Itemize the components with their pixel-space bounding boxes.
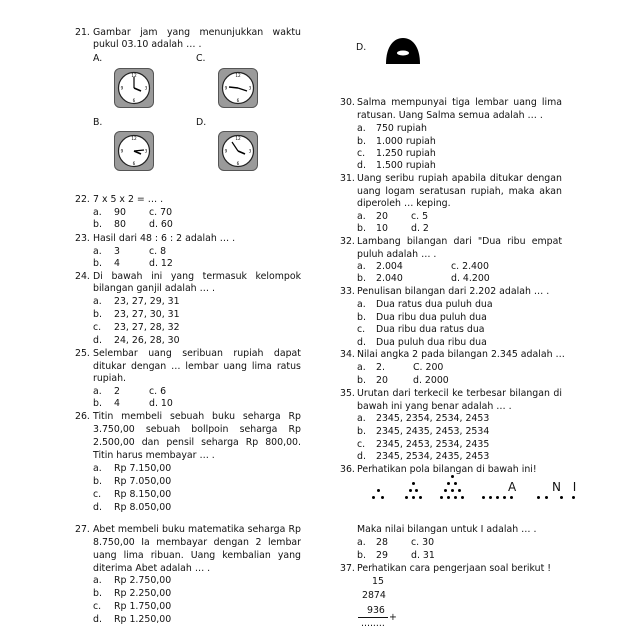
- q35-a-label: a.: [357, 413, 366, 424]
- q34-option-d: d. 2000: [413, 375, 449, 386]
- q37-text: Perhatikan cara pengerjaan soal berikut !: [357, 563, 552, 574]
- q21-option-d: D.: [196, 117, 207, 128]
- q37-number: 37.: [340, 563, 355, 574]
- q33-text: Penulisan bilangan dari 2.202 adalah … .: [357, 286, 550, 297]
- q21-option-b: B.: [93, 117, 103, 128]
- coin-image-icon: [382, 36, 424, 68]
- q26-d-label: d.: [93, 502, 102, 513]
- q35-b-value: 2345, 2435, 2453, 2534: [376, 426, 490, 437]
- q34-a-value: 2.: [376, 362, 385, 373]
- pattern-dot: [572, 496, 575, 499]
- q32-b-label: b.: [357, 273, 366, 284]
- q24-b-label: b.: [93, 309, 102, 320]
- pattern-dot: [405, 496, 408, 499]
- svg-text:12: 12: [131, 136, 137, 141]
- pattern-dot: [458, 489, 461, 492]
- q26-a-label: a.: [93, 463, 102, 474]
- q24-line1: Di bawah ini yang termasuk kelompok: [93, 271, 301, 282]
- pattern-dot: [372, 496, 375, 499]
- q27-b-value: Rp 2.250,00: [114, 588, 172, 599]
- q37-answer-blank: ........: [361, 618, 385, 629]
- q35-c-value: 2345, 2453, 2534, 2435: [376, 439, 490, 450]
- q26-line2: 3.750,00 sebuah bollpoin seharga Rp: [93, 424, 301, 435]
- q25-option-c: c. 6: [149, 386, 167, 397]
- q31-line3: diperoleh … keping.: [357, 198, 451, 209]
- q33-number: 33.: [340, 286, 355, 297]
- q23-number: 23.: [75, 233, 90, 244]
- svg-text:3: 3: [248, 85, 252, 91]
- q30-a-label: a.: [357, 123, 366, 134]
- q24-line2: bilangan ganjil adalah … .: [93, 283, 215, 294]
- pattern-dot: [537, 496, 540, 499]
- q35-line1: Urutan dari terkecil ke terbesar bilangan di: [357, 388, 562, 399]
- q36-line3: Maka nilai bilangan untuk I adalah … .: [357, 524, 537, 535]
- q27-line3: uang lima ribuan. Uang kembalian yang: [93, 550, 301, 561]
- q34-text: Nilai angka 2 pada bilangan 2.345 adalah …: [357, 349, 565, 360]
- q24-a-label: a.: [93, 296, 102, 307]
- q36-a-label: a.: [357, 537, 366, 548]
- q31-number: 31.: [340, 173, 355, 184]
- q36-b-value: 29: [376, 550, 388, 561]
- q36-option-c: c. 30: [411, 537, 435, 548]
- svg-text:12: 12: [235, 136, 241, 141]
- q30-d-label: d.: [357, 160, 366, 171]
- pattern-dot: [444, 489, 447, 492]
- pattern-dot: [545, 496, 548, 499]
- q31-option-d: d. 2: [411, 223, 429, 234]
- q27-d-value: Rp 1.250,00: [114, 614, 172, 625]
- q22-text: 7 x 5 x 2 = … .: [93, 194, 164, 205]
- q26-line1: Titin membeli sebuah buku seharga Rp: [93, 411, 301, 422]
- q37-plus-sign: +: [389, 612, 397, 623]
- q37-addend-3: 936: [367, 605, 385, 616]
- q22-option-d: d. 60: [149, 219, 173, 230]
- q26-line4: Titin harus membayar … .: [93, 450, 215, 461]
- q25-b-value: 4: [114, 398, 120, 409]
- q25-a-value: 2: [114, 386, 120, 397]
- q30-d-value: 1.500 rupiah: [376, 160, 436, 171]
- q35-number: 35.: [340, 388, 355, 399]
- q33-b-label: b.: [357, 312, 366, 323]
- q27-a-label: a.: [93, 575, 102, 586]
- q24-d-value: 24, 26, 28, 30: [114, 335, 180, 346]
- q30-c-value: 1.250 rupiah: [376, 148, 436, 159]
- q32-a-value: 2.004: [376, 261, 403, 272]
- q26-number: 26.: [75, 411, 90, 422]
- q27-line4: diterima Abet adalah … .: [93, 563, 211, 574]
- pattern-dot: [415, 489, 418, 492]
- q33-a-label: a.: [357, 299, 366, 310]
- pattern-dot: [447, 482, 450, 485]
- q35-d-label: d.: [357, 451, 366, 462]
- clock-a-icon: [114, 68, 154, 108]
- q26-c-value: Rp 8.150,00: [114, 489, 172, 500]
- q33-a-value: Dua ratus dua puluh dua: [376, 299, 493, 310]
- pattern-dot: [412, 482, 415, 485]
- q36-b-label: b.: [357, 550, 366, 561]
- q35-line2: bawah ini yang benar adalah … .: [357, 401, 512, 412]
- q26-c-label: c.: [93, 489, 102, 500]
- pattern-dot: [560, 496, 563, 499]
- q36-text: Perhatikan pola bilangan di bawah ini!: [357, 464, 537, 475]
- q24-c-label: c.: [93, 322, 102, 333]
- pattern-dot: [412, 496, 415, 499]
- q27-b-label: b.: [93, 588, 102, 599]
- q35-a-value: 2345, 2354, 2534, 2453: [376, 413, 490, 424]
- svg-text:3: 3: [144, 148, 148, 154]
- pattern-letter-a: A: [508, 480, 518, 494]
- svg-text:3: 3: [144, 85, 148, 91]
- q24-c-value: 23, 27, 28, 32: [114, 322, 180, 333]
- q22-option-c: c. 70: [149, 207, 173, 218]
- q31-b-value: 10: [376, 223, 388, 234]
- q36-a-value: 28: [376, 537, 388, 548]
- q26-a-value: Rp 7.150,00: [114, 463, 172, 474]
- q32-number: 32.: [340, 236, 355, 247]
- q25-a-label: a.: [93, 386, 102, 397]
- pattern-dot: [454, 496, 457, 499]
- q33-d-value: Dua puluh dua ribu dua: [376, 337, 487, 348]
- q27-c-value: Rp 1.750,00: [114, 601, 172, 612]
- q35-d-value: 2345, 2534, 2435, 2453: [376, 451, 490, 462]
- pattern-dot: [461, 496, 464, 499]
- pattern-dot: [503, 496, 506, 499]
- q22-b-label: b.: [93, 219, 102, 230]
- q21-line1: Gambar jam yang menunjukkan waktu: [93, 27, 301, 38]
- svg-text:9: 9: [224, 148, 228, 154]
- pattern-dot: [482, 496, 485, 499]
- svg-text:3: 3: [248, 148, 252, 154]
- q23-b-value: 4: [114, 258, 120, 269]
- q34-option-c: C. 200: [413, 362, 444, 373]
- q22-a-value: 90: [114, 207, 126, 218]
- q30-a-value: 750 rupiah: [376, 123, 427, 134]
- q31-a-label: a.: [357, 211, 366, 222]
- q23-option-c: c. 8: [149, 246, 167, 257]
- q35-c-label: c.: [357, 439, 366, 450]
- q31-a-value: 20: [376, 211, 388, 222]
- q23-a-label: a.: [93, 246, 102, 257]
- q36-number: 36.: [340, 464, 355, 475]
- q29-option-d-label: D.: [356, 42, 367, 53]
- q32-option-c: c. 2.400: [451, 261, 489, 272]
- q25-number: 25.: [75, 348, 90, 359]
- pattern-dot: [409, 489, 412, 492]
- q36-option-d: d. 31: [411, 550, 435, 561]
- svg-text:12: 12: [131, 73, 137, 78]
- pattern-letters-n-i: N I: [552, 480, 581, 494]
- q21-number: 21.: [75, 27, 90, 38]
- svg-text:9: 9: [120, 148, 124, 154]
- q23-b-label: b.: [93, 258, 102, 269]
- q31-line1: Uang seribu rupiah apabila ditukar dengan: [357, 173, 562, 184]
- svg-text:9: 9: [120, 85, 124, 91]
- svg-text:6: 6: [236, 98, 240, 103]
- q34-b-value: 20: [376, 375, 388, 386]
- q27-c-label: c.: [93, 601, 102, 612]
- q23-a-value: 3: [114, 246, 120, 257]
- svg-text:6: 6: [132, 98, 136, 103]
- q32-option-d: d. 4.200: [451, 273, 490, 284]
- q25-line2: ditukar dengan … lembar uang lima ratus: [93, 361, 301, 372]
- q37-addend-1: 15: [372, 576, 384, 587]
- pattern-dot: [381, 496, 384, 499]
- q26-line3: 2.500,00 dan pensil seharga Rp 800,00.: [93, 437, 301, 448]
- q24-d-label: d.: [93, 335, 102, 346]
- pattern-dot: [419, 496, 422, 499]
- q30-c-label: c.: [357, 148, 366, 159]
- pattern-dot: [489, 496, 492, 499]
- pattern-dot: [451, 489, 454, 492]
- q22-b-value: 80: [114, 219, 126, 230]
- q27-number: 27.: [75, 524, 90, 535]
- clock-b-icon: [114, 131, 154, 171]
- svg-text:6: 6: [132, 161, 136, 166]
- pattern-dot: [454, 482, 457, 485]
- q32-b-value: 2.040: [376, 273, 403, 284]
- q34-a-label: a.: [357, 362, 366, 373]
- q25-line1: Selembar uang seribuan rupiah dapat: [93, 348, 301, 359]
- q23-text: Hasil dari 48 : 6 : 2 adalah … .: [93, 233, 236, 244]
- q33-c-label: c.: [357, 324, 366, 335]
- pattern-dot: [377, 489, 380, 492]
- q30-line2: ratusan. Uang Salma semua adalah … .: [357, 110, 543, 121]
- q30-b-value: 1.000 rupiah: [376, 136, 436, 147]
- svg-text:12: 12: [235, 73, 241, 78]
- q31-line2: uang logam seratusan rupiah, maka akan: [357, 186, 562, 197]
- q21-option-a: A.: [93, 53, 103, 64]
- q24-a-value: 23, 27, 29, 31: [114, 296, 180, 307]
- q26-b-value: Rp 7.050,00: [114, 476, 172, 487]
- q27-d-label: d.: [93, 614, 102, 625]
- q35-b-label: b.: [357, 426, 366, 437]
- q27-a-value: Rp 2.750,00: [114, 575, 172, 586]
- q33-c-value: Dua ribu dua ratus dua: [376, 324, 485, 335]
- svg-text:6: 6: [236, 161, 240, 166]
- svg-text:9: 9: [224, 85, 228, 91]
- q25-option-d: d. 10: [149, 398, 173, 409]
- q31-option-c: c. 5: [411, 211, 429, 222]
- q27-line2: 8.750,00 Ia membayar dengan 2 lembar: [93, 537, 301, 548]
- q33-b-value: Dua ribu dua puluh dua: [376, 312, 487, 323]
- q25-b-label: b.: [93, 398, 102, 409]
- q34-number: 34.: [340, 349, 355, 360]
- q32-line1: Lambang bilangan dari "Dua ribu empat: [357, 236, 562, 247]
- q26-d-value: Rp 8.050,00: [114, 502, 172, 513]
- q22-a-label: a.: [93, 207, 102, 218]
- q22-number: 22.: [75, 194, 90, 205]
- pattern-dot: [496, 496, 499, 499]
- q21-option-c: C.: [196, 53, 206, 64]
- q31-b-label: b.: [357, 223, 366, 234]
- clock-d-icon: [218, 131, 258, 171]
- pattern-dot: [447, 496, 450, 499]
- q24-b-value: 23, 27, 30, 31: [114, 309, 180, 320]
- q27-line1: Abet membeli buku matematika seharga Rp: [93, 524, 301, 535]
- q30-number: 30.: [340, 97, 355, 108]
- q25-line3: rupiah.: [93, 373, 127, 384]
- q32-line2: puluh adalah … .: [357, 249, 437, 260]
- q23-option-d: d. 12: [149, 258, 173, 269]
- q26-b-label: b.: [93, 476, 102, 487]
- pattern-dot: [440, 496, 443, 499]
- q30-b-label: b.: [357, 136, 366, 147]
- q24-number: 24.: [75, 271, 90, 282]
- q32-a-label: a.: [357, 261, 366, 272]
- pattern-dot: [451, 475, 454, 478]
- q33-d-label: d.: [357, 337, 366, 348]
- pattern-dot: [510, 496, 513, 499]
- q37-addend-2: 2874: [362, 590, 386, 601]
- q30-line1: Salma mempunyai tiga lembar uang lima: [357, 97, 562, 108]
- q21-line2: pukul 03.10 adalah … .: [93, 39, 202, 50]
- q34-b-label: b.: [357, 375, 366, 386]
- clock-c-icon: [218, 68, 258, 108]
